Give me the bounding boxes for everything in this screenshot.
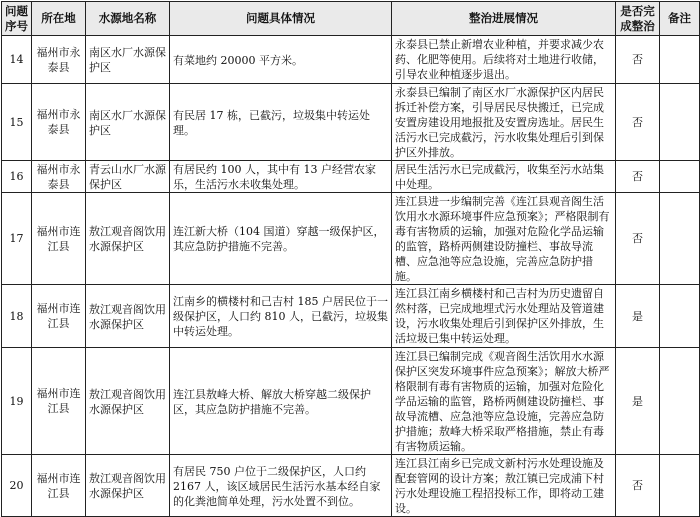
row-problem: 有菜地约 20000 平方米。 — [170, 36, 392, 84]
row-location: 福州市永泰县 — [32, 161, 86, 193]
table-row — [2, 161, 700, 193]
row-progress: 永泰县已禁止新增农业种植，并要求减少农药、化肥等使用。后续将对土地进行收储，引导农业种植逐步退出。 — [392, 36, 616, 84]
header-done: 是否完成整治 — [616, 2, 660, 36]
table-row — [2, 84, 700, 161]
row-progress: 永泰县已编制了南区水厂水源保护区内居民拆迁补偿方案，引导居民尽快搬迁，已完成安置房建设用地报批及安置房选址。居民生活污水已完成截污，污水收集处理后引到保护区外排放。 — [392, 84, 616, 161]
row-location: 福州市永泰县 — [32, 36, 86, 84]
header-source: 水源地名称 — [86, 2, 170, 36]
row-done: 否 — [616, 161, 660, 193]
row-no: 17 — [2, 193, 32, 285]
row-location: 福州市永泰县 — [32, 84, 86, 161]
row-progress: 居民生活污水已完成截污，收集至污水站集中处理。 — [392, 161, 616, 193]
row-no: 20 — [2, 455, 32, 517]
row-no: 18 — [2, 285, 32, 348]
row-note — [660, 455, 700, 517]
table-row — [2, 193, 700, 285]
row-source: 敖江观音阁饮用水源保护区 — [86, 348, 170, 455]
row-no: 14 — [2, 36, 32, 84]
row-progress: 连江县进一步编制完善《连江县观音阁生活饮用水水源环境事件应急预案》；严格限制有毒有害物质的运输，加强对危险化学品运输的监管，路桥两侧建设防撞栏、事故导流槽、应急池等应急设施，完善应急防护措施。 — [392, 193, 616, 285]
row-note — [660, 193, 700, 285]
row-note — [660, 36, 700, 84]
row-source: 敖江观音阁饮用水源保护区 — [86, 455, 170, 517]
row-no: 19 — [2, 348, 32, 455]
header-problem: 问题具体情况 — [170, 2, 392, 36]
rectification-table — [1, 1, 700, 517]
row-note — [660, 348, 700, 455]
row-progress: 连江县江南乡横楼村和己吉村为历史遗留自然村落，已完成地埋式污水处理站及管道建设，污水收集处理后引到保护区外排放，生活垃圾已集中转运处理。 — [392, 285, 616, 348]
row-note — [660, 285, 700, 348]
row-done: 否 — [616, 84, 660, 161]
row-progress: 连江县江南乡已完成文新村污水处理设施及配套管网的设计方案；敖江镇已完成浦下村污水处理设施工程招投标工作，即将动工建设。 — [392, 455, 616, 517]
table-header-row — [2, 2, 700, 36]
row-done: 否 — [616, 36, 660, 84]
row-location: 福州市连江县 — [32, 193, 86, 285]
table-row — [2, 348, 700, 455]
row-source: 敖江观音阁饮用水源保护区 — [86, 285, 170, 348]
row-problem: 江南乡的横楼村和己吉村 185 户居民位于一级保护区，人口约 810 人，已截污，垃圾集中转运处理。 — [170, 285, 392, 348]
row-note — [660, 84, 700, 161]
row-done: 否 — [616, 193, 660, 285]
row-note — [660, 161, 700, 193]
row-no: 15 — [2, 84, 32, 161]
row-problem: 连江县敖峰大桥、解放大桥穿越二级保护区，其应急防护措施不完善。 — [170, 348, 392, 455]
row-no: 16 — [2, 161, 32, 193]
row-location: 福州市连江县 — [32, 455, 86, 517]
row-done: 是 — [616, 348, 660, 455]
row-problem: 有居民 750 户位于二级保护区，人口约 2167 人，该区域居民生活污水基本经自家的化粪池简单处理，污水处置不到位。 — [170, 455, 392, 517]
row-source: 南区水厂水源保护区 — [86, 84, 170, 161]
row-problem: 连江新大桥（104 国道）穿越一级保护区，其应急防护措施不完善。 — [170, 193, 392, 285]
row-done: 是 — [616, 285, 660, 348]
row-problem: 有居民约 100 人，其中有 13 户经营农家乐，生活污水未收集处理。 — [170, 161, 392, 193]
header-no: 问题序号 — [2, 2, 32, 36]
row-source: 南区水厂水源保护区 — [86, 36, 170, 84]
table-row — [2, 36, 700, 84]
row-source: 敖江观音阁饮用水源保护区 — [86, 193, 170, 285]
row-location: 福州市连江县 — [32, 348, 86, 455]
row-progress: 连江县已编制完成《观音阁生活饮用水水源保护区突发环境事件应急预案》；解放大桥严格限制有毒有害物质的运输，加强对危险化学品运输的监管，路桥两侧建设防撞栏、事故导流槽、应急池等应急设施，完善应急防护措施；敖峰大桥采取严格措施，禁止有毒有害物质运输。 — [392, 348, 616, 455]
row-done: 否 — [616, 455, 660, 517]
row-problem: 有民居 17 栋，已截污，垃圾集中转运处理。 — [170, 84, 392, 161]
row-source: 青云山水厂水源保护区 — [86, 161, 170, 193]
table-row — [2, 455, 700, 517]
header-note: 备注 — [660, 2, 700, 36]
header-progress: 整治进展情况 — [392, 2, 616, 36]
row-location: 福州市连江县 — [32, 285, 86, 348]
header-location: 所在地 — [32, 2, 86, 36]
table-row — [2, 285, 700, 348]
